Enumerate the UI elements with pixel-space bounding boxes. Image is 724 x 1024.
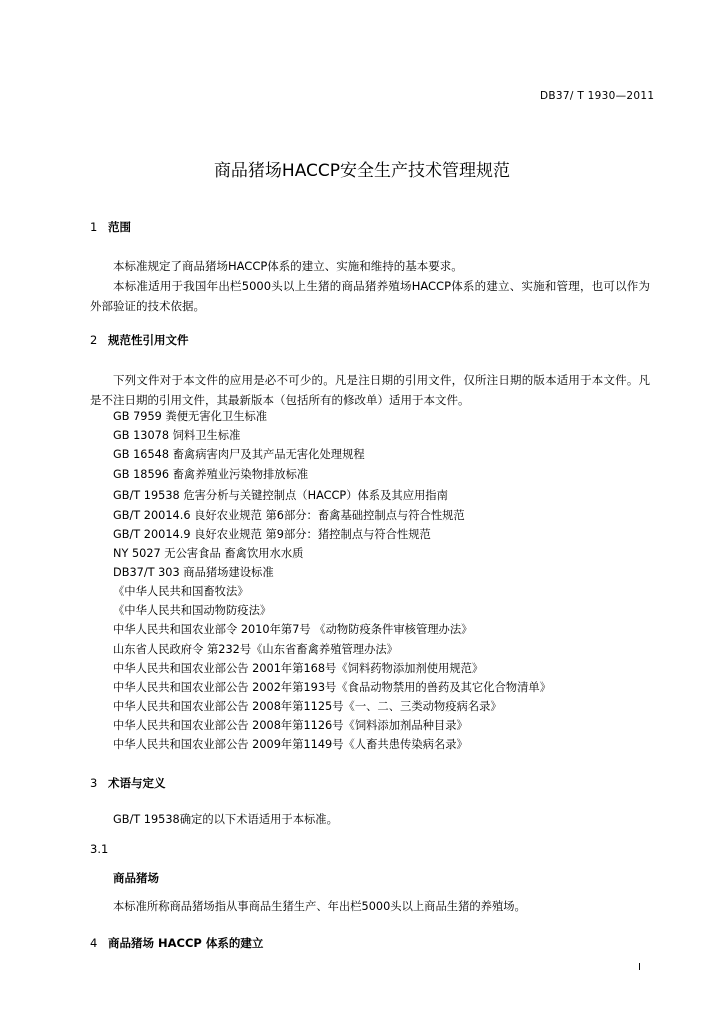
reference-item: 中华人民共和国农业部公告 2008年第1126号《饲料添加剂品种目录》 — [113, 719, 468, 732]
reference-item: 中华人民共和国农业部公告 2002年第193号《食品动物禁用的兽药及其它化合物清单》 — [113, 681, 552, 694]
reference-item: GB 13078 饲料卫生标准 — [113, 429, 241, 442]
reference-item: 中华人民共和国农业部公告 2008年第1125号《一、二、三类动物疫病名录》 — [113, 700, 502, 713]
section-number: 1 — [90, 220, 98, 234]
reference-item: GB/T 20014.9 良好农业规范 第9部分：猪控制点与符合性规范 — [113, 528, 431, 541]
reference-item: DB37/T 303 商品猪场建设标准 — [113, 566, 274, 579]
references-intro: 下列文件对于本文件的应用是必不可少的。凡是注日期的引用文件，仅所注日期的版本适用于本文件。凡是不注日期的引用文件，其最新版本（包括所有的修改单）适用于本文件。 — [90, 373, 650, 407]
section-heading-terms — [90, 776, 166, 790]
section-heading-haccp — [90, 936, 263, 950]
reference-item: 山东省人民政府令 第232号《山东省畜禽养殖管理办法》 — [113, 643, 398, 656]
section-title: 规范性引用文件 — [108, 333, 189, 347]
term-definition: 本标准所称商品猪场指从事商品生猪生产、年出栏5000头以上商品生猪的养殖场。 — [113, 900, 526, 913]
reference-item: GB 18596 畜禽养殖业污染物排放标准 — [113, 468, 309, 481]
section-number: 2 — [90, 333, 98, 347]
reference-item: 《中华人民共和国畜牧法》 — [113, 585, 249, 598]
section-number: 4 — [90, 936, 98, 950]
scope-paragraph-1: 本标准规定了商品猪场HACCP体系的建立、实施和维持的基本要求。 — [113, 259, 463, 273]
subsection-number: 3.1 — [90, 842, 109, 856]
section-heading-scope — [90, 220, 131, 234]
reference-item: GB 7959 粪便无害化卫生标准 — [113, 410, 268, 423]
reference-item: 中华人民共和国农业部令 2010年第7号 《动物防疫条件审核管理办法》 — [113, 623, 473, 636]
reference-item: GB/T 20014.6 良好农业规范 第6部分：畜禽基础控制点与符合性规范 — [113, 509, 465, 522]
reference-item: GB/T 19538 危害分析与关键控制点（HACCP）体系及其应用指南 — [113, 489, 448, 502]
reference-item: 《中华人民共和国动物防疫法》 — [113, 604, 272, 617]
section-heading-references — [90, 333, 189, 347]
section-title: 范围 — [108, 220, 131, 234]
scope-paragraph-2: 本标准适用于我国年出栏5000头以上生猪的商品猪养殖场HACCP体系的建立、实施和管理，也可以作为外部验证的技术依据。 — [90, 279, 650, 313]
reference-item: 中华人民共和国农业部公告 2009年第1149号《人畜共患传染病名录》 — [113, 738, 468, 751]
reference-item: NY 5027 无公害食品 畜禽饮用水水质 — [113, 547, 304, 560]
section-title: 术语与定义 — [108, 776, 166, 790]
section-title: 商品猪场 HACCP 体系的建立 — [108, 936, 264, 950]
page-number: I — [638, 962, 641, 973]
document-title: 商品猪场HACCP安全生产技术管理规范 — [213, 161, 511, 181]
section-number: 3 — [90, 776, 98, 790]
reference-item: GB 16548 畜禽病害肉尸及其产品无害化处理规程 — [113, 448, 365, 461]
term-name: 商品猪场 — [113, 871, 159, 885]
terms-intro: GB/T 19538确定的以下术语适用于本标准。 — [113, 813, 338, 826]
standard-code: DB37/ T 1930—2011 — [540, 90, 655, 102]
reference-item: 中华人民共和国农业部公告 2001年第168号《饲料药物添加剂使用规范》 — [113, 662, 484, 675]
